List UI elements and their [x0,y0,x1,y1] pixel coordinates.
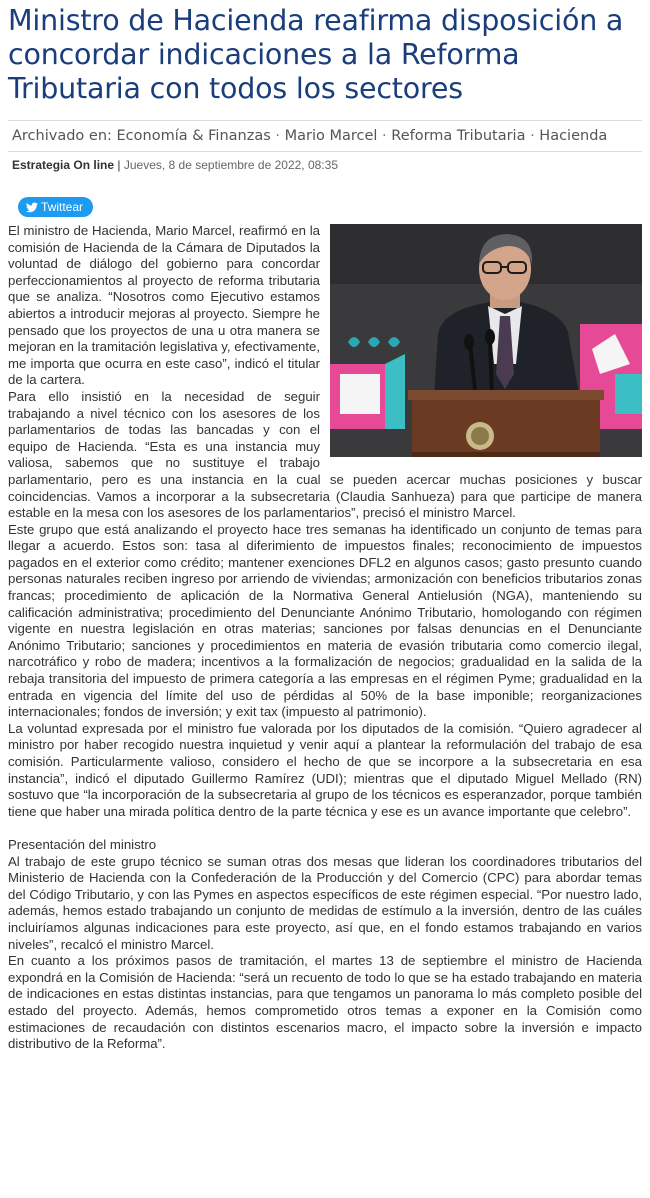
tag-link-economia[interactable]: Economía & Finanzas [116,128,271,144]
article-paragraph: La voluntad expresada por el ministro fue valorada por los diputados de la comisión. “Quiero agradecer al ministro por haber recogido nuestra inquietud y venir aquí a plantear la reformulación del trabajo de esa comisión. Particularmente valioso, considero el hecho de que se incorpore a la subsecretaria en esa instancia”, indicó el diputado Guillermo Ramírez (UDI); mientras que el diputado Miguel Mellado (RN) sostuvo que “la incorporación de la subsecretaria al grupo de los técnicos es esperanzador, porque también tiene que haber una mirada política dentro de la parte técnica y ese es un avance importante que celebro”. [8,720,642,819]
article-body [8,223,642,1053]
article-headline: Ministro de Hacienda reafirma disposición a concordar indicaciones a la Reforma Tributaria con todos los sectores [8,4,624,105]
article-paragraph: Este grupo que está analizando el proyecto hace tres semanas ha identificado un conjunto de temas para llegar a acuerdo. Estos son: tasa al diferimiento de impuestos finales; reconocimiento de impuestos pagados en el exterior como crédito; mantener exenciones DFL2 en algunos casos; gasto presunto cuando personas naturales reciben ingreso por arriendo de viviendas; armonización con beneficios tributarios zonas francas; procedimiento de aplicación de la Normativa General Antielusión (NGA), manteniendo su calificación administrativa; procedimiento del Denunciante Anónimo Tributario, homologando con régimen vigente en nuestra legislación en otras materias; sanciones por falsas denuncias en el Denunciante Anónimo Tributario; sanciones y procedimientos en materia de evasión tributaria como comercio ilegal, narcotráfico y robo de madera; incentivos a la formalización de negocios; gradualidad en la salida de la rebaja transitoria del impuesto de primera categoría a las empresas en el régimen Pyme; gradualidad en la entrada en vigencia del límite del uso de pérdidas al 50% de la base imponible; reorganizaciones internacionales; fondos de inversión; y exit tax (impuesto al patrimonio). [8,521,642,720]
byline-date: Jueves, 8 de septiembre de 2022, 08:35 [123,158,338,172]
byline [12,158,650,172]
tag-link-hacienda[interactable]: Hacienda [539,128,608,144]
tag-separator: · [530,128,535,144]
twitter-bird-icon [26,202,38,213]
tag-link-mario-marcel[interactable]: Mario Marcel [284,128,378,144]
filed-prefix: Archivado en: [12,128,112,144]
byline-separator: | [117,158,121,172]
byline-author: Estrategia On line [12,158,115,172]
article-paragraph: Al trabajo de este grupo técnico se suman otras dos mesas que lideran los coordinadores tributarios del Ministerio de Hacienda con la Confederación de la Producción y del Comercio (CPC) para abordar temas del Código Tributario, y con las Pymes en aspectos específicos de este régimen especial. “Por nuestro lado, además, hemos estado trabajando un conjunto de medidas de estímulo a la inversión, dentro de las cuáles incluiríamos algunas indicaciones para este proyecto, así que, en el fondo estamos trabajando en varios niveles”, recalcó el ministro Marcel. [8,853,642,952]
tag-separator: · [275,128,280,144]
twitter-share-button[interactable] [18,197,93,217]
tag-link-reforma-tributaria[interactable]: Reforma Tributaria [391,128,526,144]
filed-under-bar [8,120,642,152]
article-paragraph: El ministro de Hacienda, Mario Marcel, reafirmó en la comisión de Hacienda de la Cámara de Diputados la voluntad de diálogo del gobierno para concordar perfeccionamientos al proyecto de reforma tributaria que se analiza. “Nosotros como Ejecutivo estamos abiertos a introducir mejoras al proyecto. Siempre he pensado que los proyectos de una u otra manera se mejoran en la tramitación legislativa y, efectivamente, me importa que ocurra en este caso”, indicó el titular de la cartera. [8,223,321,388]
twitter-share-label: Twittear [41,200,84,214]
article-paragraph: Para ello insistió en la necesidad de seguir trabajando a nivel técnico con los asesores de los parlamentarios de todas las bancadas y con el equipo de Hacienda. “Esta es una instancia muy valiosa, sabemos que no sustituye el trabajo parlamentario, pero es una instancia en la cual se pueden acercar muchas posiciones y buscar coincidencias. Vamos a incorporar a la subsecretaria (Claudia Sanhueza) para que participe de manera estable en la mesa con los asesores de los parlamentarios”, precisó el ministro Marcel. [8,388,642,521]
minister-photo [330,224,642,457]
article-paragraph: En cuanto a los próximos pasos de tramitación, el martes 13 de septiembre el ministro de Hacienda expondrá en la Comisión de Hacienda: “será un recuento de todo lo que se ha estado trabajando en materia de indicaciones en estas distintas instancias, para que tengamos un panorama lo más completo posible del estado del proyecto. Además, hemos comprometido otros temas a exponer en la Comisión como estimaciones de recaudación con distintos escenarios macro, el impacto sobre la inversión e impacto distributivo de la Reforma”. [8,953,642,1052]
tag-separator: · [382,128,387,144]
article-subheading: Presentación del ministro [8,836,157,852]
